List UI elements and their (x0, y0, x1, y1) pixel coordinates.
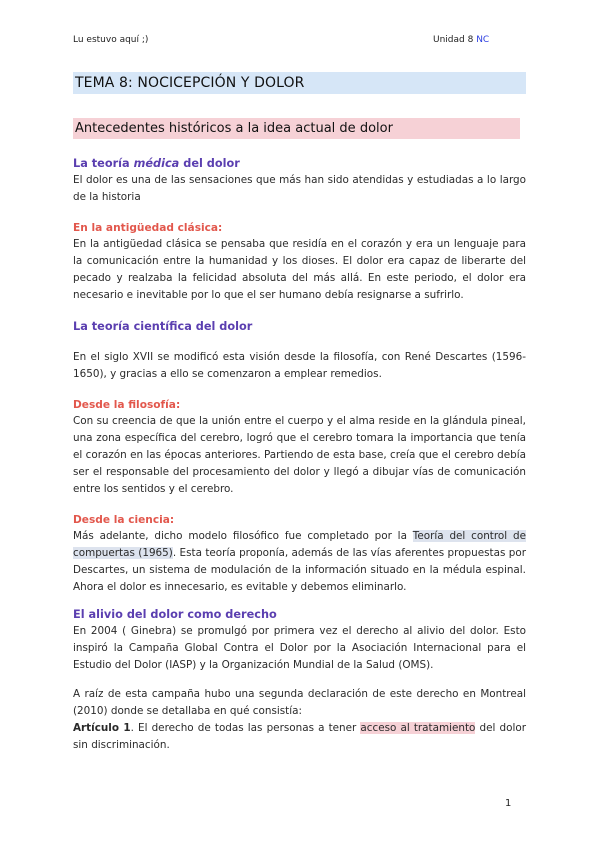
ciencia-text-a: Más adelante, dicho modelo filosófico fue completado por la (73, 530, 413, 542)
paragraph-articulo-1 (73, 720, 526, 754)
page-title: TEMA 8: NOCICEPCIÓN Y DOLOR (73, 72, 526, 94)
ciencia-text-b: . Esta teoría proponía, además de las vías aferentes propuestas por Descartes, un sistema de modulación de la información situado en la médula espinal. Ahora el dolor es innecesario, es evitable y debemos eliminarlo. (73, 547, 527, 593)
paragraph-filosofia: Con su creencia de que la unión entre el cuerpo y el alma reside en la glándula pineal, una zona específica del cerebro, logró que el cerebro tomara la importancia que tenía el corazón en las épocas anteriores. Partiendo de esta base, creía que el cerebro debía ser el responsable del procesamiento del dolor y llegó a dibujar vías de comunicación entre los sentidos y el cerebro. (73, 415, 526, 495)
paragraph-ciencia (73, 528, 526, 596)
paragraph-alivio-2: A raíz de esta campaña hubo una segunda declaración de este derecho en Montreal (2010) donde se detallaba en qué consistía: (73, 688, 526, 717)
heading-teoria-cientifica: La teoría científica del dolor (73, 320, 253, 333)
header-unit (433, 35, 489, 45)
highlight-acceso-tratamiento: acceso al tratamiento (360, 722, 476, 734)
heading-alivio-derecho: El alivio del dolor como derecho (73, 608, 277, 621)
article-text-a: . El derecho de todas las personas a tener (130, 722, 361, 734)
heading-teoria-medica (73, 157, 526, 170)
highlight-teoria-compuertas: Teoría del control de compuertas (1965) (73, 530, 526, 559)
page-number: 1 (505, 798, 512, 809)
heading-teoria-medica-b: médica (133, 157, 180, 170)
paragraph-teoria-medica: El dolor es una de las sensaciones que más han sido atendidas y estudiadas a lo largo de la historia (73, 174, 526, 203)
heading-filosofia: Desde la filosofía: (73, 399, 181, 411)
heading-teoria-medica-c: del dolor (179, 157, 240, 170)
heading-ciencia: Desde la ciencia: (73, 514, 175, 526)
article-text-b: del dolor sin discriminación. (73, 722, 526, 751)
header-left-note: Lu estuvo aquí ;) (73, 35, 149, 45)
paragraph-antiguedad: En la antigüedad clásica se pensaba que residía en el corazón y era un lenguaje para la comunicación entre la humanidad y los dioses. El dolor era capaz de liberarte del pecado y realzaba la felicidad absoluta del más allá. En este periodo, el dolor era necesario e inevitable por lo que el ser humano debía resignarse a sufrirlo. (73, 238, 526, 301)
spacer (73, 333, 526, 347)
paragraph-teoria-cientifica: En el siglo XVII se modificó esta visión desde la filosofía, con René Descartes (1596-1650), y gracias a ello se comenzaron a emplear remedios. (73, 351, 526, 380)
paragraph-alivio-1: En 2004 ( Ginebra) se promulgó por primera vez el derecho al alivio del dolor. Esto inspiró la Campaña Global Contra el Dolor por la Asociación Internacional para el Estudio del Dolor (IASP) y la Organización Mundial de la Salud (OMS). (73, 625, 526, 671)
header-unit-label: Unidad 8 (433, 35, 474, 45)
header-unit-tag: NC (476, 35, 490, 45)
content (73, 72, 526, 754)
article-label: Artículo 1 (73, 722, 131, 734)
heading-teoria-medica-a: La teoría (73, 157, 134, 170)
heading-antiguedad: En la antigüedad clásica: (73, 222, 223, 234)
section-title: Antecedentes históricos a la idea actual de dolor (73, 118, 520, 139)
